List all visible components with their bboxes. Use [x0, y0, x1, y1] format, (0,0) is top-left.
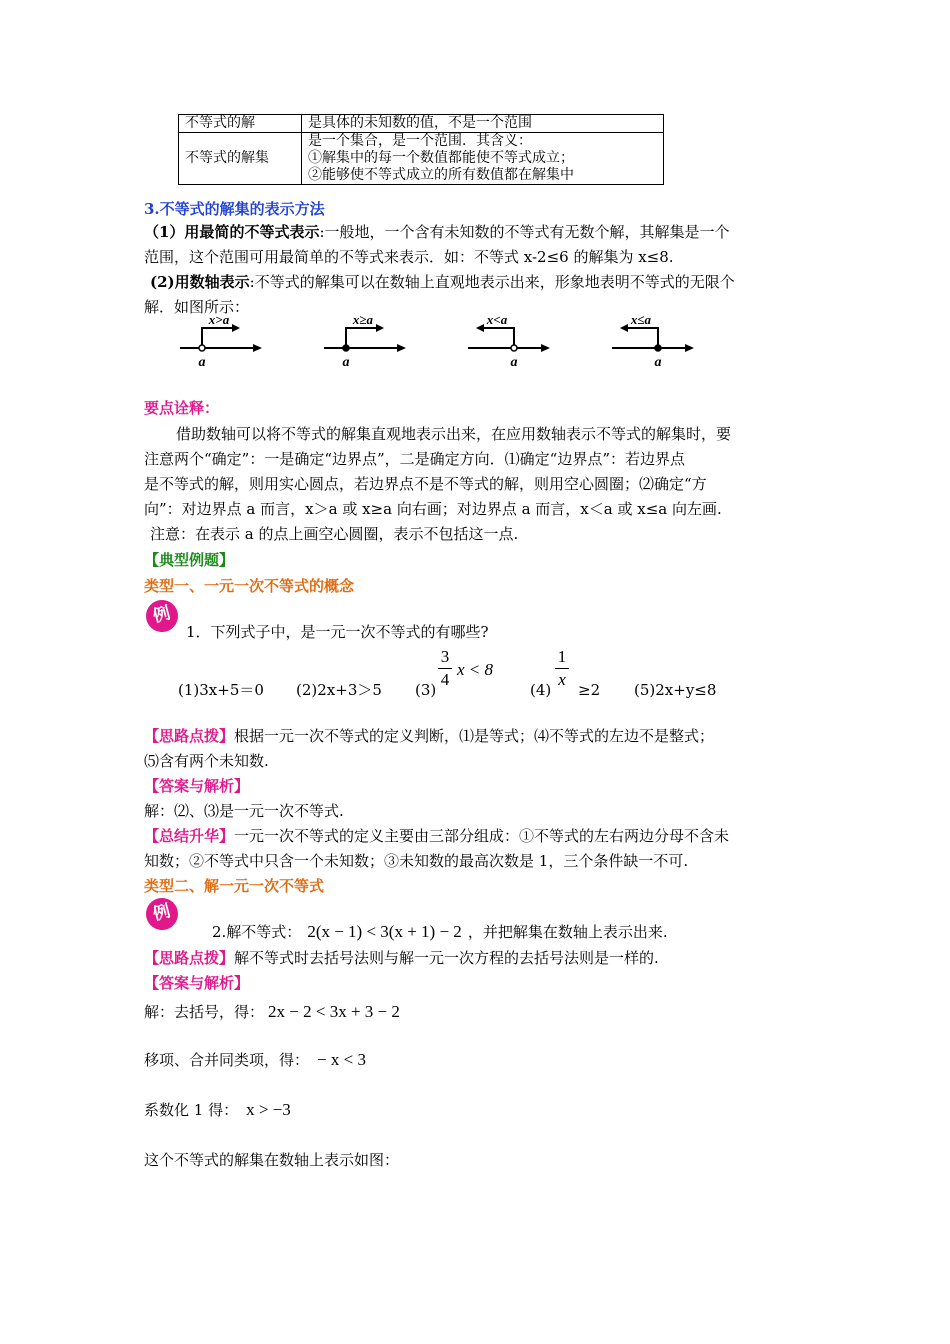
step-text: 移项、合并同类项，得：: [144, 1051, 310, 1069]
solution-step: [144, 1002, 400, 1022]
table-row: [179, 133, 664, 185]
fraction-bar: [438, 668, 452, 669]
open-point: [511, 345, 517, 351]
open-point: [199, 345, 205, 351]
number-line: [612, 312, 694, 370]
example-question: 1．下列式子中，是一元一次不等式的有哪些?: [186, 623, 489, 641]
paragraph-line: [150, 272, 735, 292]
summary-label: 【总结升华】: [144, 827, 235, 845]
hint-label: 【思路点拨】: [144, 949, 235, 967]
number-line: [180, 312, 262, 370]
direction-arrow-icon: [476, 324, 484, 332]
paragraph-line: 解．如图所示：: [144, 298, 250, 316]
step-math: x > −3: [246, 1100, 291, 1119]
paragraph-label: (2)用数轴表示: [150, 273, 250, 291]
fraction-numerator: 1: [557, 647, 567, 666]
point-label: a: [654, 355, 662, 370]
definition-table: [178, 114, 664, 185]
arrow-icon: [541, 344, 550, 352]
table-line: ①解集中的每一个数值都能使不等式成立；: [308, 150, 574, 166]
paragraph-text: 根据一元一次不等式的定义判断，⑴是等式；⑷不等式的左边不是整式；: [234, 727, 715, 745]
step-text: 系数化 1 得：: [144, 1101, 239, 1119]
number-line-diagrams: [170, 312, 710, 374]
hint-label: 【思路点拨】: [144, 727, 235, 745]
paragraph-line: 知数；②不等式中只含一个未知数；③未知数的最高次数是 1，三个条件缺一不可.: [144, 852, 689, 870]
example-badge-icon: 例: [142, 894, 181, 933]
direction-arrow-icon: [232, 324, 240, 332]
question-suffix: ，并把解集在数轴上表示出来.: [467, 923, 668, 941]
question-math: 2(x − 1) < 3(x + 1) − 2: [307, 922, 462, 941]
number-line: [324, 312, 406, 370]
option: (1)3x+5＝0: [178, 681, 264, 699]
paragraph-label: （1）用最简的不等式表示: [144, 223, 320, 241]
arrow-icon: [397, 344, 406, 352]
section-heading: 3.不等式的解集的表示方法: [144, 200, 325, 218]
paragraph-line: ⑸含有两个未知数.: [144, 752, 269, 770]
answer-label: 【答案与解析】: [144, 777, 250, 795]
inequality-label: x≥a: [352, 312, 374, 327]
table-row: [179, 115, 664, 133]
step-math: 2x − 2 < 3x + 3 − 2: [268, 1002, 400, 1021]
keypoints-heading: 要点诠释：: [144, 399, 220, 417]
fraction-numerator: 3: [440, 647, 450, 666]
solution-step: [144, 1050, 366, 1070]
table-line: ②能够使不等式成立的所有数值都在解集中: [308, 167, 574, 183]
fraction-denominator: 4: [440, 670, 450, 689]
point-label: a: [198, 355, 206, 370]
inequality-label: x≤a: [630, 312, 652, 327]
step-text: 解：去括号，得：: [144, 1003, 265, 1021]
number-line: [468, 312, 550, 370]
fraction-denominator: x: [558, 670, 566, 689]
paragraph-line: [144, 222, 730, 242]
paragraph-line: 这个不等式的解集在数轴上表示如图：: [144, 1151, 400, 1169]
option: (3): [415, 681, 437, 699]
examples-heading: 【典型例题】: [144, 551, 235, 569]
point-label: a: [510, 355, 518, 370]
paragraph-line: 注意：在表示 a 的点上画空心圆圈，表示不包括这一点.: [150, 525, 519, 543]
option-math: ≥2: [578, 681, 601, 699]
point-label: a: [342, 355, 350, 370]
solution-bracket: [624, 328, 658, 348]
paragraph-line: 借助数轴可以将不等式的解集直观地表示出来，在应用数轴表示不等式的解集时，要: [176, 425, 732, 443]
direction-arrow-icon: [376, 324, 384, 332]
example-badge-icon: 例: [142, 596, 181, 635]
type-heading: 类型一、一元一次不等式的概念: [144, 577, 355, 595]
type-heading: 类型二、解一元一次不等式: [144, 877, 325, 895]
paragraph-text: :一般地，一个含有未知数的不等式有无数个解，其解集是一个: [319, 223, 730, 241]
step-math: − x < 3: [317, 1050, 366, 1069]
paragraph-line: [144, 826, 729, 846]
solution-step: [144, 1100, 291, 1120]
paragraph-line: 是不等式的解，则用实心圆点，若边界点不是不等式的解，则用空心圆圈；⑵确定“方: [144, 475, 707, 493]
table-cell-value: [302, 133, 664, 185]
paragraph-line: [144, 726, 714, 746]
table-cell-key: 不等式的解: [179, 115, 302, 133]
direction-arrow-icon: [620, 324, 628, 332]
solution-bracket: [480, 328, 514, 348]
fraction: [438, 648, 452, 689]
inequality-label: x<a: [486, 312, 508, 327]
question-prefix: 2.解不等式：: [212, 923, 302, 941]
table-cell-key: 不等式的解集: [179, 133, 302, 185]
option: (4): [530, 681, 552, 699]
table-cell-value: 是具体的未知数的值，不是一个范围: [302, 115, 664, 133]
option: (2)2x+3＞5: [296, 681, 382, 699]
paragraph-line: 范围，这个范围可用最简单的不等式来表示．如：不等式 x-2≤6 的解集为 x≤8.: [144, 248, 674, 266]
option: (5)2x+y≤8: [634, 681, 717, 699]
fraction: [555, 648, 569, 689]
answer-label: 【答案与解析】: [144, 974, 250, 992]
table-line: 是一个集合，是一个范围．其含义：: [308, 133, 532, 149]
paragraph-line: 向”：对边界点 a 而言，x＞a 或 x≥a 向右画；对边界点 a 而言，x＜a 或 x≤a 向左画.: [144, 500, 722, 518]
paragraph-line: [144, 948, 659, 968]
paragraph-text: 解不等式时去括号法则与解一元一次方程的去括号法则是一样的.: [234, 949, 659, 967]
closed-point: [655, 345, 661, 351]
closed-point: [343, 345, 349, 351]
solution-bracket: [346, 328, 380, 348]
example-question: [212, 922, 668, 942]
paragraph-text: :不等式的解集可以在数轴上直观地表示出来，形象地表明不等式的无限个: [249, 273, 735, 291]
solution-bracket: [202, 328, 236, 348]
paragraph-text: 一元一次不等式的定义主要由三部分组成：①不等式的左右两边分母不含未: [234, 827, 730, 845]
paragraph-line: 解：⑵、⑶是一元一次不等式.: [144, 802, 344, 820]
arrow-icon: [253, 344, 262, 352]
inequality-label: x>a: [208, 312, 230, 327]
option-math: x < 8: [457, 660, 494, 679]
arrow-icon: [685, 344, 694, 352]
fraction-bar: [555, 668, 569, 669]
paragraph-line: 注意两个“确定”：一是确定“边界点”，二是确定方向．⑴确定“边界点”：若边界点: [144, 450, 686, 468]
